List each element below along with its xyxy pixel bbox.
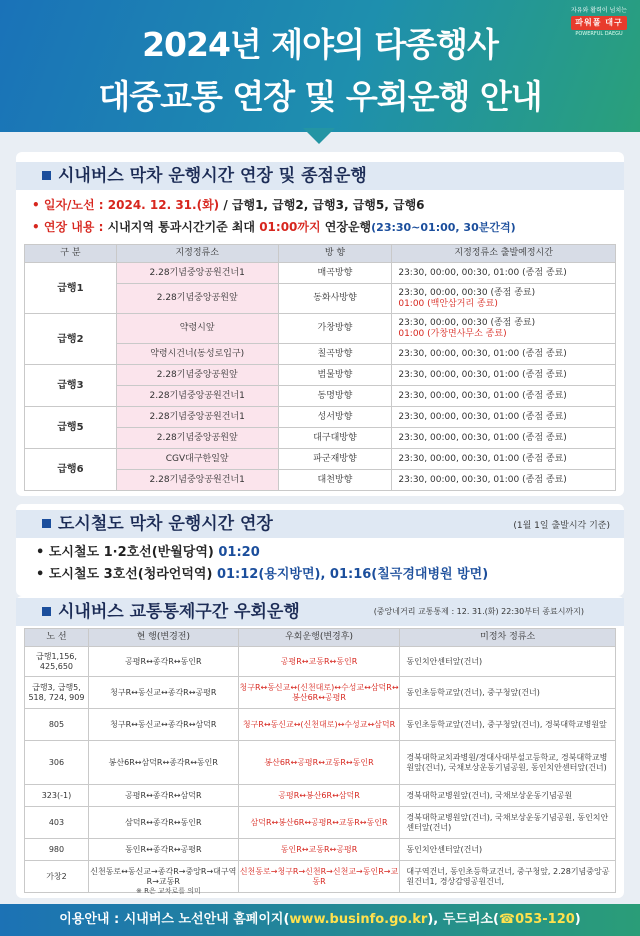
route-group: 급행3: [25, 365, 117, 407]
date-label: • 일자/노선 :: [32, 198, 108, 212]
direction-cell: 성서방향: [278, 407, 392, 428]
stop-cell: 2.28기념중앙공원건너1: [116, 470, 278, 491]
extension-interval: (23:30~01:00, 30분간격): [371, 221, 516, 234]
route-cell: 급행3, 급행5, 518, 724, 909: [25, 677, 89, 709]
direction-cell: 매곡방향: [278, 263, 392, 284]
table-row: [25, 263, 616, 284]
route-cell: 306: [25, 741, 89, 785]
direction-cell: 범물방향: [278, 365, 392, 386]
subway-line-1-2: [36, 544, 260, 562]
column-header: 방 향: [278, 245, 392, 263]
route-cell: 급행1,156, 425,650: [25, 647, 89, 677]
before-cell: 신천동로↔동신교→종각R→중앙R→대구역R→교동R: [88, 861, 238, 893]
skip-cell: 경북대학교병원앞(건너), 국채보상운동기념공원, 동인치안센터앞(건너): [400, 807, 616, 839]
page-title-line2: 대중교통 연장 및 우회운행 안내: [98, 77, 542, 116]
subway-line-text: • 도시철도 3호선(청라언덕역): [36, 567, 217, 582]
time-text: 23:30, 00:00, 00:30 (종점 종료): [398, 317, 536, 328]
bullet-square-icon: [42, 171, 51, 180]
table-row: [25, 785, 616, 807]
skip-cell: 동인초등학교앞(건너), 중구청앞(건너): [400, 677, 616, 709]
date-value: 2024. 12. 31.(화): [107, 198, 220, 212]
section-subway-extension: [16, 504, 624, 596]
page-title-line1: 2024년 제야의 타종행사: [142, 25, 498, 64]
route-cell: 403: [25, 807, 89, 839]
route-cell: 323(-1): [25, 785, 89, 807]
time-cell: [392, 314, 616, 344]
table-row: [25, 314, 616, 344]
section-header: [16, 510, 624, 538]
extension-line: [32, 218, 516, 237]
table-row: [25, 677, 616, 709]
stop-cell: CGV대구한일앞: [116, 449, 278, 470]
route-group: 급행6: [25, 449, 117, 491]
skip-cell: 경북대학교병원앞(건너), 국채보상운동기념공원: [400, 785, 616, 807]
after-cell: 청구R↔동신교↔(신천대로)↔수성교↔삼덕R: [238, 709, 400, 741]
direction-cell: 칠곡방향: [278, 344, 392, 365]
route-cell: 980: [25, 839, 89, 861]
subway-line-time: 01:12(용지방면), 01:16(칠곡경대병원 방면): [216, 567, 489, 582]
time-cell: 23:30, 00:00, 00:30, 01:00 (종점 종료): [392, 449, 616, 470]
skip-cell: 동인치안센터앞(건너): [400, 647, 616, 677]
extension-text: 시내지역 통과시간기준 최대: [107, 220, 260, 234]
direction-cell: 가창방향: [278, 314, 392, 344]
footer-phone[interactable]: ☎053-120: [498, 912, 575, 927]
skip-cell: 대구역건너, 동인초등학교건너, 중구청앞, 2.28기념중앙공원건너1, 경상감영공원건너,: [400, 861, 616, 893]
section-header: [16, 162, 624, 190]
subway-line-time: 01:20: [218, 545, 260, 560]
time-cell: 23:30, 00:00, 00:30, 01:00 (종점 종료): [392, 386, 616, 407]
before-cell: 청구R↔동신교↔종각R↔공평R: [88, 677, 238, 709]
after-cell: 삼덕R↔봉산6R↔공평R↔교동R↔동인R: [238, 807, 400, 839]
subway-line-3: [36, 566, 488, 584]
skip-cell: 경북대학교치과병원/경대사대부설고등학교, 경북대학교병원앞(건너), 국채보상운동기념공원, 동인치안센터앞(건너): [400, 741, 616, 785]
before-cell: 공평R↔종각R↔삼덕R: [88, 785, 238, 807]
time-cell: 23:30, 00:00, 00:30, 01:00 (종점 종료): [392, 407, 616, 428]
time-cell: 23:30, 00:00, 00:30, 01:00 (종점 종료): [392, 344, 616, 365]
stop-cell: 2.28기념중앙공원앞: [116, 365, 278, 386]
route-group: 급행2: [25, 314, 117, 365]
table-header-row: [25, 629, 616, 647]
express-schedule-table: [24, 244, 616, 491]
before-cell: 공평R↔종각R↔동인R: [88, 647, 238, 677]
logo-subtitle: POWERFUL DAEGU: [575, 31, 623, 37]
direction-cell: 파군재방향: [278, 449, 392, 470]
table-row: [25, 839, 616, 861]
direction-cell: 동명방향: [278, 386, 392, 407]
section-bus-detour: [16, 596, 624, 898]
logo-brand: 파워풀 대구: [571, 16, 627, 30]
table-header-row: [25, 245, 616, 263]
time-cell: 23:30, 00:00, 00:30, 01:00 (종점 종료): [392, 428, 616, 449]
after-cell: 공평R↔교동R↔동인R: [238, 647, 400, 677]
table-row: [25, 861, 616, 893]
header-pointer: [303, 128, 335, 144]
table-row: [25, 741, 616, 785]
footer-text-end: ): [574, 912, 581, 927]
skip-cell: 동인치안센터앞(건너): [400, 839, 616, 861]
logo-slogan: 자유와 활력이 넘치는: [571, 7, 627, 14]
direction-cell: 동화사방향: [278, 284, 392, 314]
column-header: 미정차 정류소: [400, 629, 616, 647]
section-note: (1월 1일 출발시각 기준): [513, 521, 610, 531]
footnote: ※ R은 교차로를 의미: [136, 887, 201, 895]
section-title: 도시철도 막차 운행시간 연장: [58, 514, 273, 534]
column-header: 지정정류소: [116, 245, 278, 263]
column-header: 현 행(변경전): [88, 629, 238, 647]
bullet-square-icon: [42, 607, 51, 616]
date-routes: / 급행1, 급행2, 급행3, 급행5, 급행6: [219, 198, 425, 212]
footer-text-mid: ), 두드리소(: [427, 912, 499, 927]
after-cell: 공평R↔봉산6R↔삼덕R: [238, 785, 400, 807]
time-cell: 23:30, 00:00, 00:30, 01:00 (종점 종료): [392, 470, 616, 491]
time-note: 01:00 (가창면사무소 종료): [398, 328, 507, 339]
before-cell: 동인R↔종각R↔공평R: [88, 839, 238, 861]
time-cell: 23:30, 00:00, 00:30, 01:00 (종점 종료): [392, 263, 616, 284]
section-bus-extension: [16, 152, 624, 496]
table-row: [25, 449, 616, 470]
direction-cell: 대천방향: [278, 470, 392, 491]
route-cell: 가창2: [25, 861, 89, 893]
table-row: [25, 709, 616, 741]
stop-cell: 약령시건너(동성로입구): [116, 344, 278, 365]
skip-cell: 동인초등학교앞(건너), 중구청앞(건너), 경북대학교병원앞: [400, 709, 616, 741]
extension-label: • 연장 내용 :: [32, 220, 108, 234]
footer-website-link[interactable]: www.businfo.go.kr: [289, 912, 428, 927]
after-cell: 동인R↔교동R↔공평R: [238, 839, 400, 861]
footer-info: [0, 904, 640, 936]
column-header: 구 분: [25, 245, 117, 263]
section-note: (중앙네거리 교통통제 : 12. 31.(화) 22:30부터 종료시까지): [373, 607, 584, 616]
footer-text: 이용안내 : 시내버스 노선안내 홈페이지(: [59, 912, 290, 927]
stop-cell: 2.28기념중앙공원앞: [116, 284, 278, 314]
section-title: 시내버스 막차 운행시간 연장 및 종점운행: [58, 166, 367, 186]
extension-time: 01:00까지: [259, 220, 321, 234]
after-cell: 청구R↔동신교↔(신천대로)↔수성교↔삼덕R↔봉산6R↔공평R: [238, 677, 400, 709]
time-cell: 23:30, 00:00, 00:30, 01:00 (종점 종료): [392, 365, 616, 386]
table-row: [25, 407, 616, 428]
table-row: [25, 365, 616, 386]
table-row: [25, 647, 616, 677]
after-cell: 봉산6R↔공평R↔교동R↔동인R: [238, 741, 400, 785]
after-cell: 신천동로→청구R→신천R→신천교→동인R→교동R: [238, 861, 400, 893]
before-cell: 청구R↔동신교↔종각R↔삼덕R: [88, 709, 238, 741]
route-group: 급행5: [25, 407, 117, 449]
time-note: 01:00 (백안삼거리 종료): [398, 298, 498, 309]
header-banner: [0, 0, 640, 132]
date-line: [32, 196, 425, 214]
column-header: 지정정류소 출발예정시간: [392, 245, 616, 263]
bullet-square-icon: [42, 519, 51, 528]
section-title: 시내버스 교통통제구간 우회운행: [58, 602, 300, 622]
column-header: 우회운행(변경후): [238, 629, 400, 647]
section-header: [16, 598, 624, 626]
stop-cell: 약령시앞: [116, 314, 278, 344]
stop-cell: 2.28기념중앙공원앞: [116, 428, 278, 449]
stop-cell: 2.28기념중앙공원건너1: [116, 386, 278, 407]
extension-run: 연장운행: [320, 220, 372, 234]
column-header: 노 선: [25, 629, 89, 647]
route-group: 급행1: [25, 263, 117, 314]
before-cell: 봉산6R↔삼덕R↔종각R↔동인R: [88, 741, 238, 785]
stop-cell: 2.28기념중앙공원건너1: [116, 263, 278, 284]
time-cell: [392, 284, 616, 314]
stop-cell: 2.28기념중앙공원건너1: [116, 407, 278, 428]
subway-line-text: • 도시철도 1·2호선(반월당역): [36, 545, 219, 560]
time-text: 23:30, 00:00, 00:30 (종점 종료): [398, 287, 536, 298]
detour-table: [24, 628, 616, 893]
before-cell: 삼덕R↔종각R↔동인R: [88, 807, 238, 839]
route-cell: 805: [25, 709, 89, 741]
direction-cell: 대구대방향: [278, 428, 392, 449]
table-row: [25, 807, 616, 839]
